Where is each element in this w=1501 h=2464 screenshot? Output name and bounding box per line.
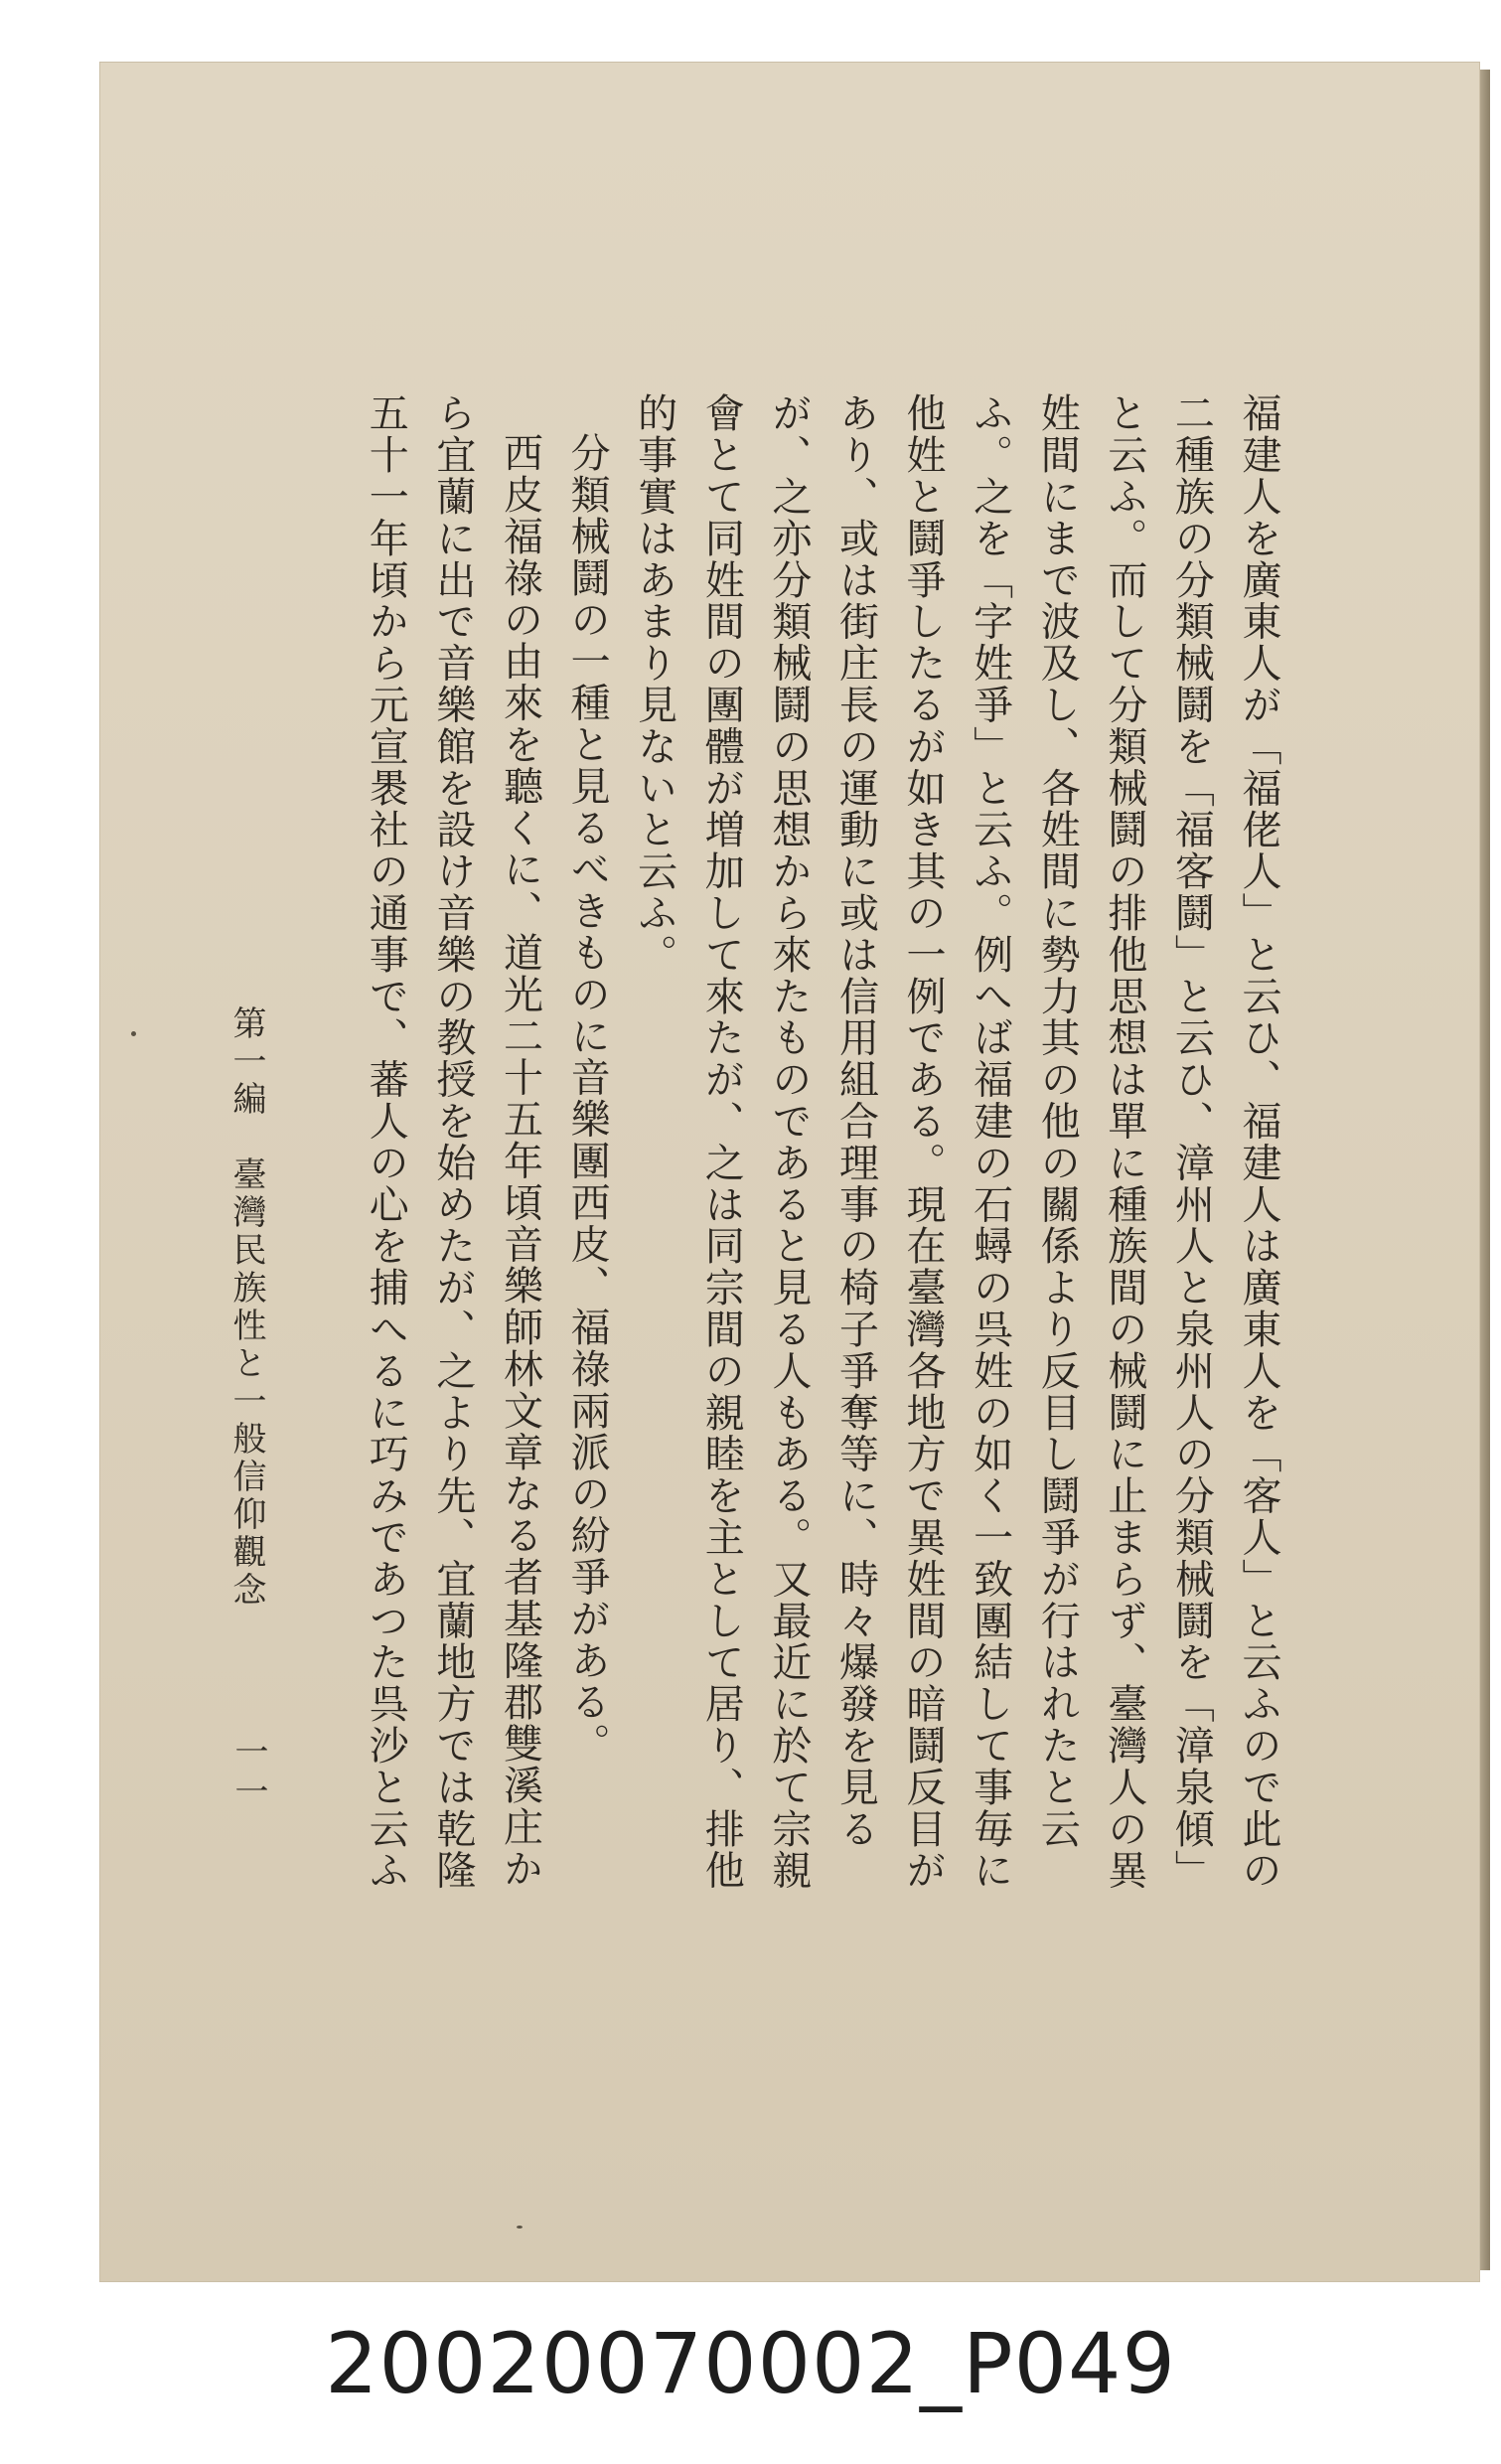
body-text bbox=[358, 392, 1291, 1923]
paragraph-2: 分類械鬪の一種と見るべきものに音樂團西皮、福祿兩派の紛爭がある。 bbox=[564, 432, 611, 1765]
paper-speck bbox=[131, 1031, 136, 1036]
paper-speck bbox=[517, 2226, 523, 2229]
paragraph-1: 福建人を廣東人が「福佬人」と云ひ、福建人は廣東人を「客人」と云ふので此の二種族の分類械鬪を「福客鬪」と云ひ、漳州人と泉州人の分類械鬪を「漳泉傾」と云ふ。而して分類械鬪の排他思想は單に種族間の械鬪に止まらず、臺灣人の異姓間にまで波及し、各姓間に勢力其の他の關係より反目し鬪爭が行はれたと云ふ。之を「字姓爭」と云ふ。例へば福建の石蟳の呉姓の如く一致團結して事毎に他姓と鬪爭したるが如き其の一例である。現在臺灣各地方で異姓間の暗鬪反目があり、或は街庄長の運動に或は信用組合理事の椅子爭奪等に、時々爆發を見るが、之亦分類械鬪の思想から來たものであると見る人もある。又最近に於て宗親會とて同姓間の團體が増加して來たが、之は同宗間の親睦を主として居り、排他的事實はあまり見ないと云ふ。 bbox=[631, 392, 1281, 1892]
running-header: 第一編 臺灣民族性と一般信仰觀念 bbox=[226, 1005, 266, 1610]
archive-id-label: 20020070002_P049 bbox=[325, 2315, 1176, 2412]
paragraph-3: 西皮福祿の由來を聽くに、道光二十五年頃音樂師林文章なる者基隆郡雙溪庄から宜蘭に出で音樂館を設け音樂の教授を始めたが、之より先、宜蘭地方では乾隆五十一年頃から元宣褁社の通事で、蕃人の心を捕へるに巧みであつた呉沙と云ふ bbox=[363, 392, 543, 1892]
page-number: 一一 bbox=[228, 1734, 268, 1813]
